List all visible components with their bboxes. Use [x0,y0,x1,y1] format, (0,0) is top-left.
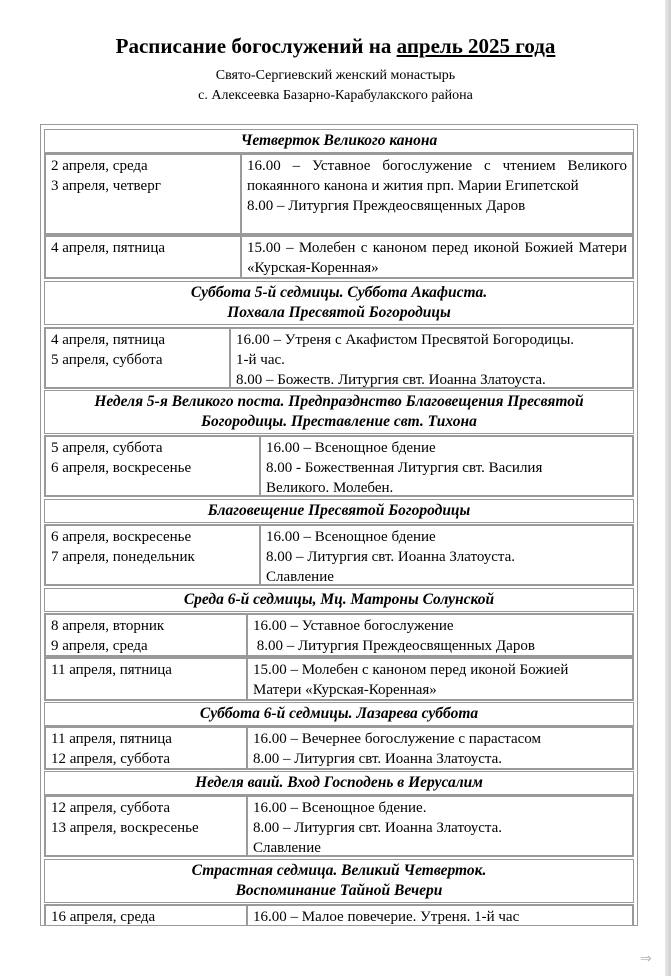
date-cell: 8 апреля, вторник 9 апреля, среда [45,614,247,656]
table-row [44,153,634,235]
service-cell: 15.00 – Молебен с каноном перед иконой Божией Матери «Курская-Коренная» [241,236,633,278]
section-header: Неделя ваий. Вход Господень в Иерусалим [44,771,634,795]
date-cell: 11 апреля, пятница [45,658,247,700]
section-header: Среда 6-й седмицы, Мц. Матроны Солунской [44,588,634,612]
monastery-location: с. Алексеевка Базарно-Карабулакского района [198,88,473,103]
table-row [44,904,634,926]
monastery-name: Свято-Сергиевский женский монастырь [215,68,456,83]
table-row [44,726,634,770]
service-cell: 15.00 – Молебен с каноном перед иконой Божией Матери «Курская-Коренная» [247,658,633,700]
section-header: Четверток Великого канона [44,129,634,153]
service-cell: 16.00 – Всенощное бдение 8.00 – Литургия свт. Иоанна Златоуста. Славление [260,525,633,585]
service-cell: 16.00 – Малое повечерие. Утреня. 1-й час [247,905,633,926]
page-edge [665,0,671,976]
section-header: Неделя 5-я Великого поста. Предпразднство Благовещения Пресвятой Богородицы. Преставление свт. Тихона [44,390,634,434]
table-row [44,435,634,497]
section-header: Страстная седмица. Великий Четверток. Воспоминание Тайной Вечери [44,859,634,903]
table-row [44,657,634,701]
table-row [44,795,634,857]
page-title [0,34,671,59]
date-cell: 16 апреля, среда [45,905,247,926]
service-cell: 16.00 – Уставное богослужение с чтением Великого покаянного канона и жития прп. Марии Египетской 8.00 – Литургия Преждеосвященных Даров [241,154,633,234]
service-cell: 16.00 – Уставное богослужение 8.00 – Литургия Преждеосвященных Даров [247,614,633,656]
arrow-right-icon[interactable]: ⇒ [640,951,652,967]
date-cell: 4 апреля, пятница [45,236,241,278]
title-month: апрель 2025 года [396,34,556,58]
section-header: Суббота 6-й седмицы. Лазарева суббота [44,702,634,726]
date-cell: 5 апреля, суббота 6 апреля, воскресенье [45,436,260,496]
date-cell: 12 апреля, суббота 13 апреля, воскресенье [45,796,247,856]
section-header: Суббота 5-й седмицы. Суббота Акафиста. Похвала Пресвятой Богородицы [44,281,634,325]
table-row [44,235,634,279]
section-header: Благовещение Пресвятой Богородицы [44,499,634,523]
service-cell: 16.00 – Утреня с Акафистом Пресвятой Богородицы. 1-й час. 8.00 – Божеств. Литургия свт. Иоанна Златоуста. [230,328,633,388]
service-cell: 16.00 – Всенощное бдение 8.00 - Божественная Литургия свт. Василия Великого. Молебен. [260,436,633,496]
schedule-table [40,124,638,926]
date-cell: 2 апреля, среда 3 апреля, четверг [45,154,241,234]
date-cell: 4 апреля, пятница 5 апреля, суббота [45,328,230,388]
date-cell: 6 апреля, воскресенье 7 апреля, понедельник [45,525,260,585]
service-cell: 16.00 – Вечернее богослужение с парастасом 8.00 – Литургия свт. Иоанна Златоуста. [247,727,633,769]
date-cell: 11 апреля, пятница 12 апреля, суббота [45,727,247,769]
table-row [44,327,634,389]
table-row [44,613,634,657]
table-row [44,524,634,586]
title-prefix: Расписание богослужений на [115,34,397,58]
service-cell: 16.00 – Всенощное бдение. 8.00 – Литургия свт. Иоанна Златоуста. Славление [247,796,633,856]
